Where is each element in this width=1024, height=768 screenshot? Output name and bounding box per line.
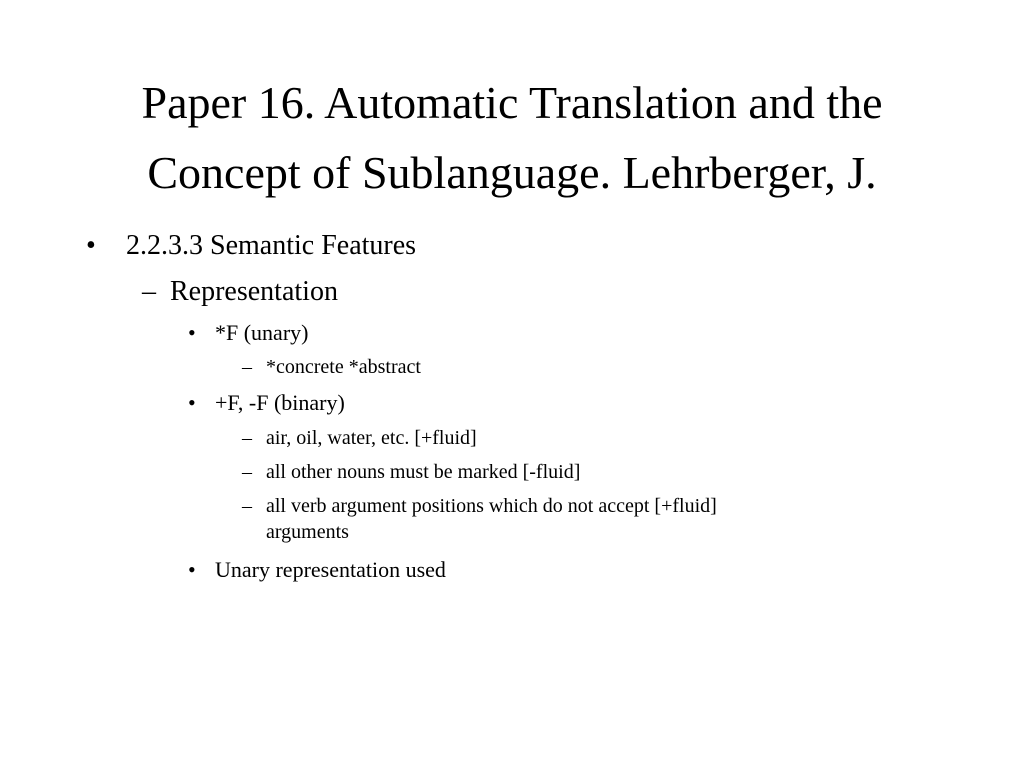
title-line-2: Concept of Sublanguage. Lehrberger, J. — [147, 147, 877, 198]
sub-item-text-line-1: all verb argument positions which do not accept [+fluid] — [266, 495, 717, 517]
bullet-icon: • — [188, 390, 196, 415]
dash-icon: – — [142, 276, 156, 307]
sub-item-text: all other nouns must be marked [-fluid] — [266, 461, 581, 483]
title-line-1: Paper 16. Automatic Translation and the — [141, 77, 883, 128]
sub-item-text: *concrete *abstract — [266, 356, 421, 378]
bullet-text: *F (unary) — [215, 320, 309, 345]
sub-item-text-line-2: arguments — [266, 521, 349, 543]
slide-title — [60, 68, 964, 208]
dash-icon: – — [242, 495, 252, 517]
dash-icon: – — [242, 427, 252, 449]
bullet-text: +F, -F (binary) — [215, 390, 345, 415]
bullet-text: Unary representation used — [215, 557, 446, 582]
sub-item-text: Representation — [170, 276, 338, 307]
dash-icon: – — [242, 461, 252, 483]
bullet-icon: • — [86, 230, 96, 261]
dash-icon: – — [242, 356, 252, 378]
sub-item-text: air, oil, water, etc. [+fluid] — [266, 427, 477, 449]
bullet-icon: • — [188, 320, 196, 345]
bullet-text: 2.2.3.3 Semantic Features — [126, 230, 417, 261]
bullet-icon: • — [188, 557, 196, 582]
